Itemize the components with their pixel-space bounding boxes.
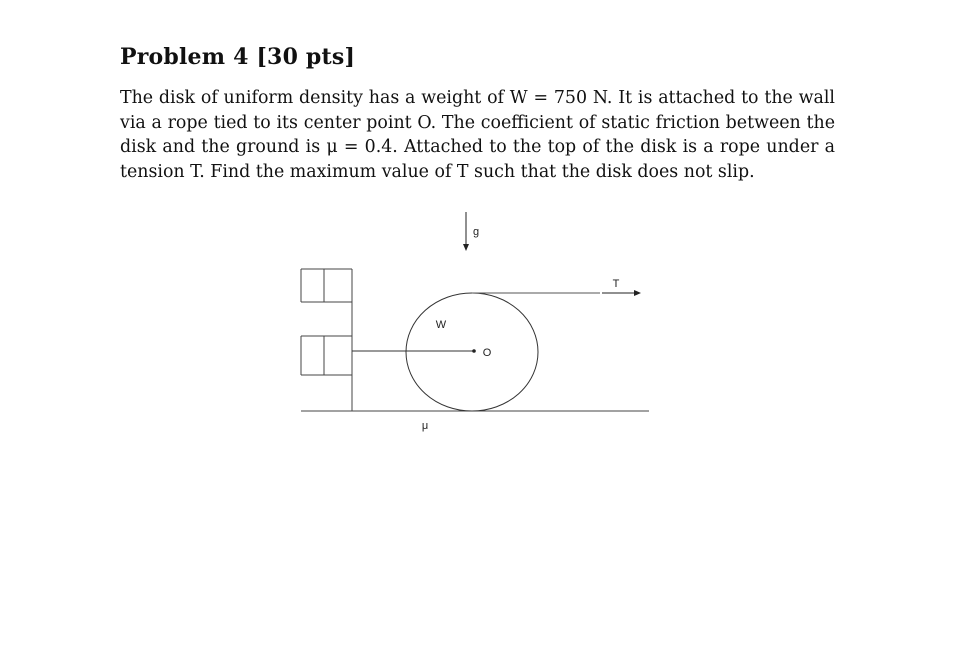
statement-line-4: tension T. Find the maximum value of T such that the disk does not slip. — [120, 161, 755, 182]
friction-label: μ — [421, 420, 429, 432]
wall — [301, 269, 352, 411]
problem-title: Problem 4 [30 pts] — [120, 44, 356, 70]
weight-label: W — [435, 319, 447, 331]
statement-line-1: The disk of uniform density has a weight of W = 750 N. It is attached to the wall — [120, 88, 835, 108]
center-label: O — [482, 347, 492, 359]
tension-arrow — [602, 290, 641, 296]
tension-label: T — [612, 278, 620, 290]
gravity-arrow — [463, 212, 469, 251]
statement-line-2: via a rope tied to its center point O. The coefficient of static friction between the — [120, 112, 835, 133]
center-point — [472, 349, 476, 353]
disk — [406, 293, 538, 411]
statement-line-3: disk and the ground is μ = 0.4. Attached to the top of the disk is a rope under a — [120, 137, 835, 157]
gravity-label: g — [473, 226, 480, 238]
